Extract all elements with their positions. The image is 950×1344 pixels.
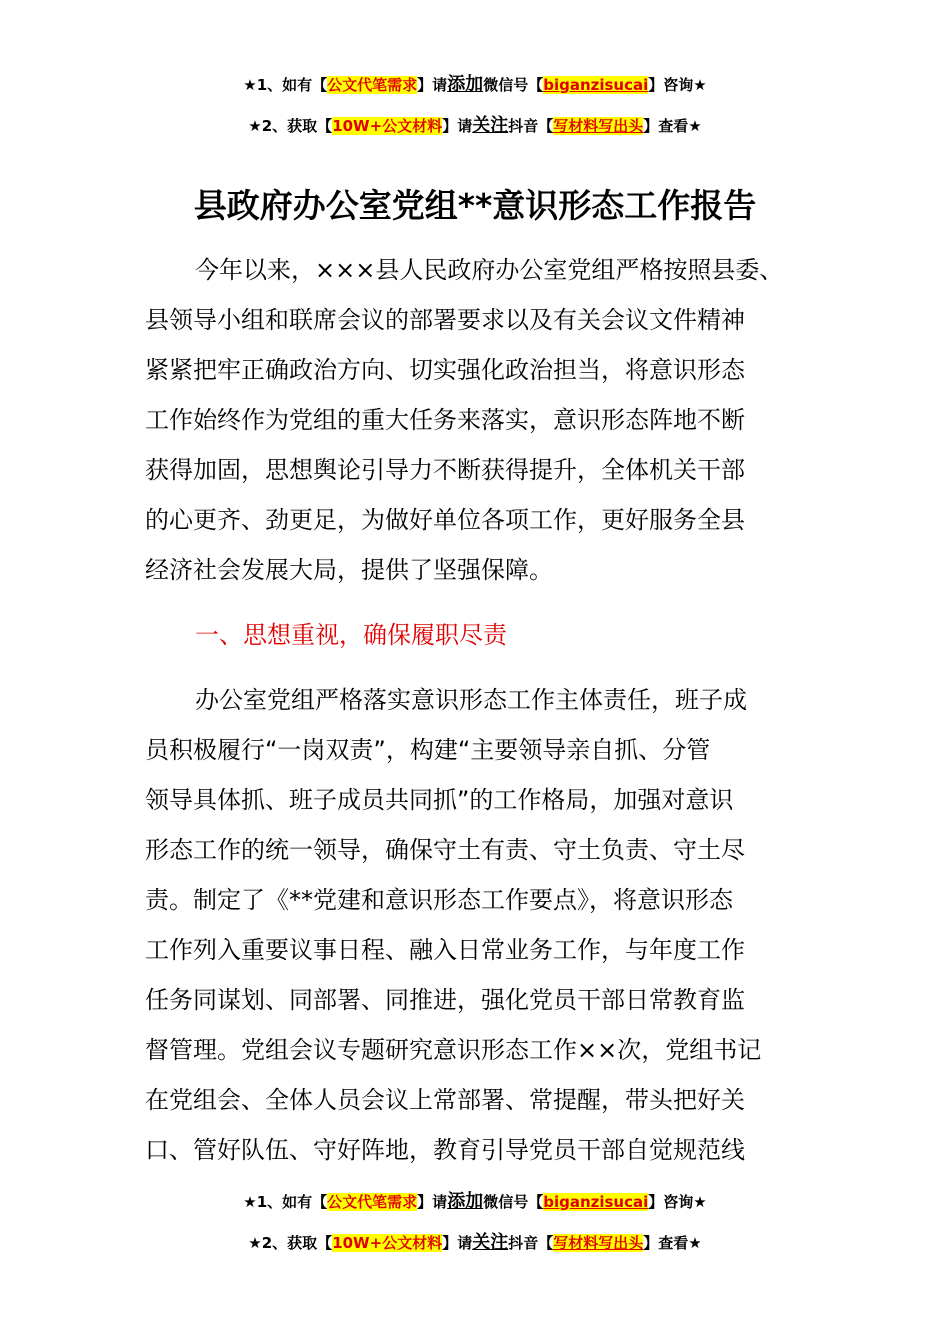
promo-text: 】请 [417, 1193, 448, 1211]
wechat-id-link[interactable]: biganzisucai [543, 1193, 649, 1211]
text-line: 领导具体抓、班子成员共同抓”的工作格局，加强对意识 [145, 786, 734, 814]
promo-emphasis: 关注 [472, 1232, 509, 1253]
promo-text: 】咨询★ [648, 1193, 707, 1211]
promo-text: 】请 [442, 1234, 473, 1252]
text-line: 在党组会、全体人员会议上常部署、常提醒，带头把好关 [145, 1086, 745, 1114]
promo-text: ★1、如有【 [243, 76, 328, 94]
promo-emphasis: 关注 [472, 115, 509, 136]
promo-line-1-footer [0, 1187, 950, 1213]
promo-line-2-footer [0, 1228, 950, 1254]
text-line: 督管理。党组会议专题研究意识形态工作××次，党组书记 [145, 1036, 762, 1064]
text-line: 口、管好队伍、守好阵地，教育引导党员干部自觉规范线 [145, 1136, 745, 1164]
promo-highlight: 公文代笔需求 [327, 1193, 418, 1211]
promo-highlight: 10W+公文材料 [332, 117, 443, 135]
wechat-id-link[interactable]: biganzisucai [543, 76, 649, 94]
text-line: 办公室党组严格落实意识形态工作主体责任，班子成 [195, 686, 747, 714]
promo-emphasis: 添加 [447, 74, 484, 95]
promo-text: 】请 [417, 76, 448, 94]
promo-text: 微信号【 [483, 1193, 544, 1211]
promo-text: ★1、如有【 [243, 1193, 328, 1211]
promo-line-2 [0, 111, 950, 137]
promo-highlight: 公文代笔需求 [327, 76, 418, 94]
promo-text: 】请 [442, 117, 473, 135]
text-line: 员积极履行“一岗双责”，构建“主要领导亲自抓、分管 [145, 736, 711, 764]
promo-text: ★2、获取【 [248, 1234, 333, 1252]
text-line: 工作列入重要议事日程、融入日常业务工作，与年度工作 [145, 936, 745, 964]
text-line: 任务同谋划、同部署、同推进，强化党员干部日常教育监 [145, 986, 745, 1014]
douyin-account-link[interactable]: 写材料写出头 [553, 1234, 644, 1252]
section-heading-1: 一、思想重视，确保履职尽责 [195, 621, 507, 649]
promo-text: 】咨询★ [648, 76, 707, 94]
promo-text: 微信号【 [483, 76, 544, 94]
promo-line-1 [0, 70, 950, 96]
douyin-account-link[interactable]: 写材料写出头 [553, 117, 644, 135]
promo-text: 】查看★ [643, 1234, 702, 1252]
text-line: 经济社会发展大局，提供了坚强保障。 [145, 556, 553, 584]
promo-highlight: 10W+公文材料 [332, 1234, 443, 1252]
text-line: 今年以来，×××县人民政府办公室党组严格按照县委、 [195, 256, 784, 284]
promo-emphasis: 添加 [447, 1191, 484, 1212]
promo-text: 抖音【 [508, 1234, 554, 1252]
text-line: 获得加固，思想舆论引导力不断获得提升，全体机关干部 [145, 456, 745, 484]
text-line: 工作始终作为党组的重大任务来落实，意识形态阵地不断 [145, 406, 745, 434]
text-line: 紧紧把牢正确政治方向、切实强化政治担当，将意识形态 [145, 356, 745, 384]
text-line: 责。制定了《**党建和意识形态工作要点》，将意识形态 [145, 886, 733, 914]
document-title: 县政府办公室党组**意识形态工作报告 [193, 186, 757, 225]
text-line: 形态工作的统一领导，确保守土有责、守土负责、守土尽 [145, 836, 745, 864]
promo-text: ★2、获取【 [248, 117, 333, 135]
text-line: 县领导小组和联席会议的部署要求以及有关会议文件精神 [145, 306, 745, 334]
promo-text: 】查看★ [643, 117, 702, 135]
promo-text: 抖音【 [508, 117, 554, 135]
text-line: 的心更齐、劲更足，为做好单位各项工作，更好服务全县 [145, 506, 745, 534]
